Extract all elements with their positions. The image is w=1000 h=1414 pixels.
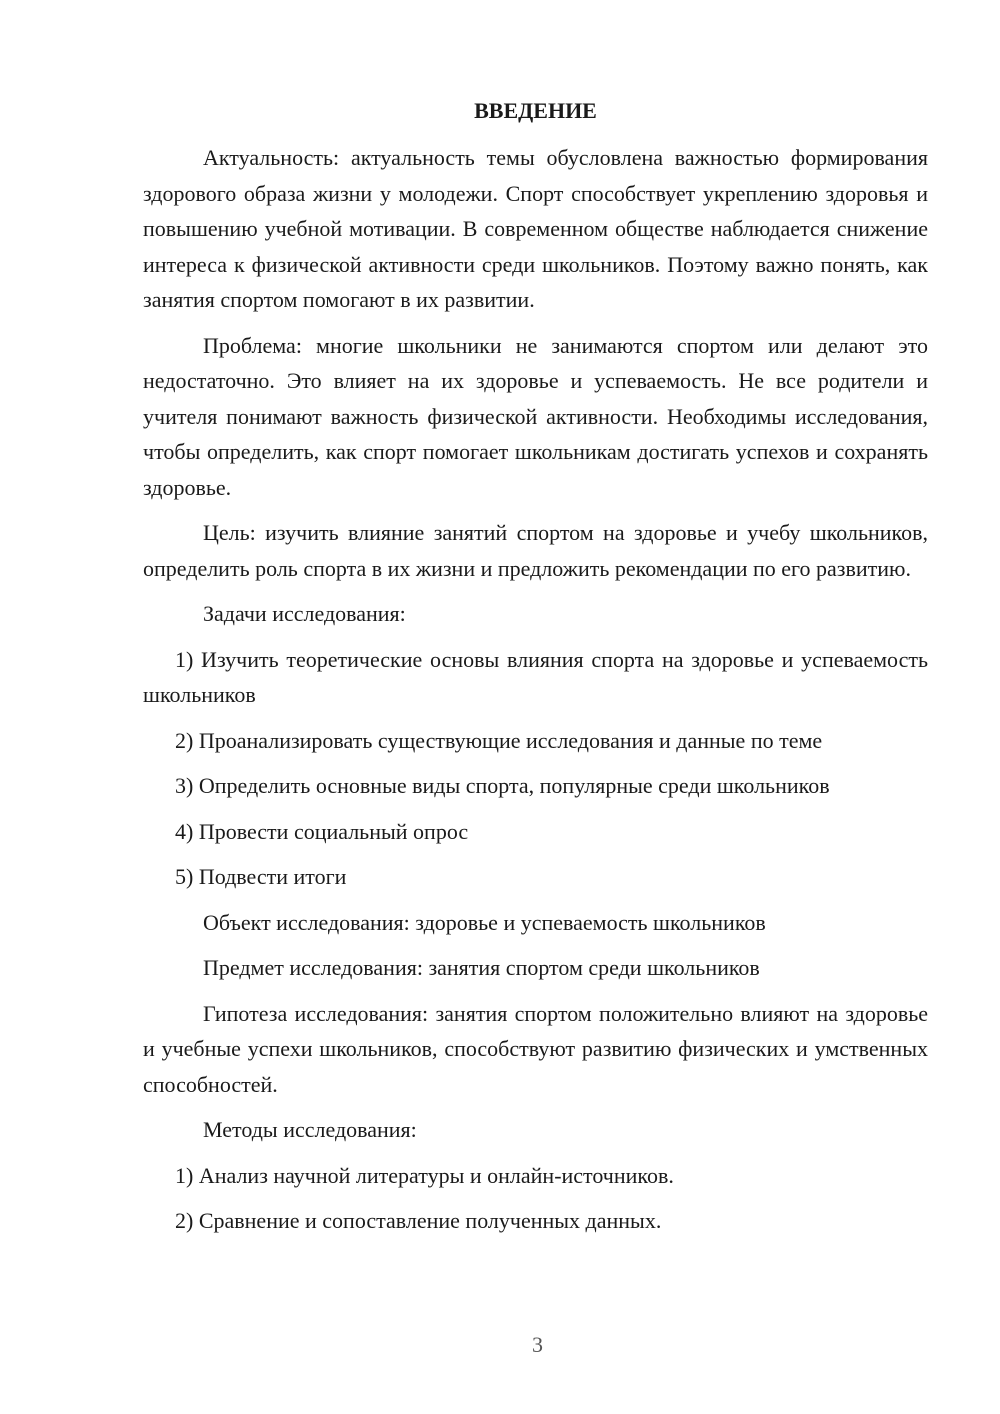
- section-heading: ВВЕДЕНИЕ: [474, 98, 597, 123]
- method-item-2: 2) Сравнение и сопоставление полученных данных.: [175, 1208, 662, 1233]
- paragraph-relevance: Актуальность: актуальность темы обусловлена важностью формирования здорового образа жизни у молодежи. Спорт способствует укреплению здоровья и повышению учебной мотивации. В современном обществе наблюдается снижение интереса к физической активности среди школьников. Поэтому важно понять, как занятия спортом помогают в их развитии.: [143, 145, 928, 312]
- tasks-title: Задачи исследования:: [203, 601, 406, 626]
- page-content: [143, 93, 928, 1249]
- task-item-1: 1) Изучить теоретические основы влияния спорта на здоровье и успеваемость школьников: [143, 646, 928, 707]
- paragraph-problem: Проблема: многие школьники не занимаются спортом или делают это недостаточно. Это влияет на их здоровье и успеваемость. Не все родители и учителя понимают важность физической активности. Необходимы исследования, чтобы определить, как спорт помогает школьникам достигать успехов и сохранять здоровье.: [143, 332, 928, 500]
- paragraph-hypothesis: Гипотеза исследования: занятия спортом положительно влияют на здоровье и учебные успехи школьников, способствуют развитию физических и умственных способностей.: [143, 1000, 928, 1097]
- page-number: 3: [532, 1332, 543, 1357]
- task-item-4: 4) Провести социальный опрос: [175, 818, 469, 844]
- methods-title: Методы исследования:: [203, 1117, 417, 1142]
- task-item-2: 2) Проанализировать существующие исследования и данные по теме: [175, 727, 823, 753]
- method-item-1: 1) Анализ научной литературы и онлайн-источников.: [175, 1162, 674, 1188]
- paragraph-object: Объект исследования: здоровье и успеваемость школьников: [203, 909, 766, 935]
- task-item-3: 3) Определить основные виды спорта, популярные среди школьников: [175, 773, 830, 798]
- paragraph-goal: Цель: изучить влияние занятий спортом на здоровье и учебу школьников, определить роль спорта в их жизни и предложить рекомендации по его развитию.: [143, 520, 928, 581]
- paragraph-subject: Предмет исследования: занятия спортом среди школьников: [203, 955, 760, 980]
- task-item-5: 5) Подвести итоги: [175, 864, 347, 889]
